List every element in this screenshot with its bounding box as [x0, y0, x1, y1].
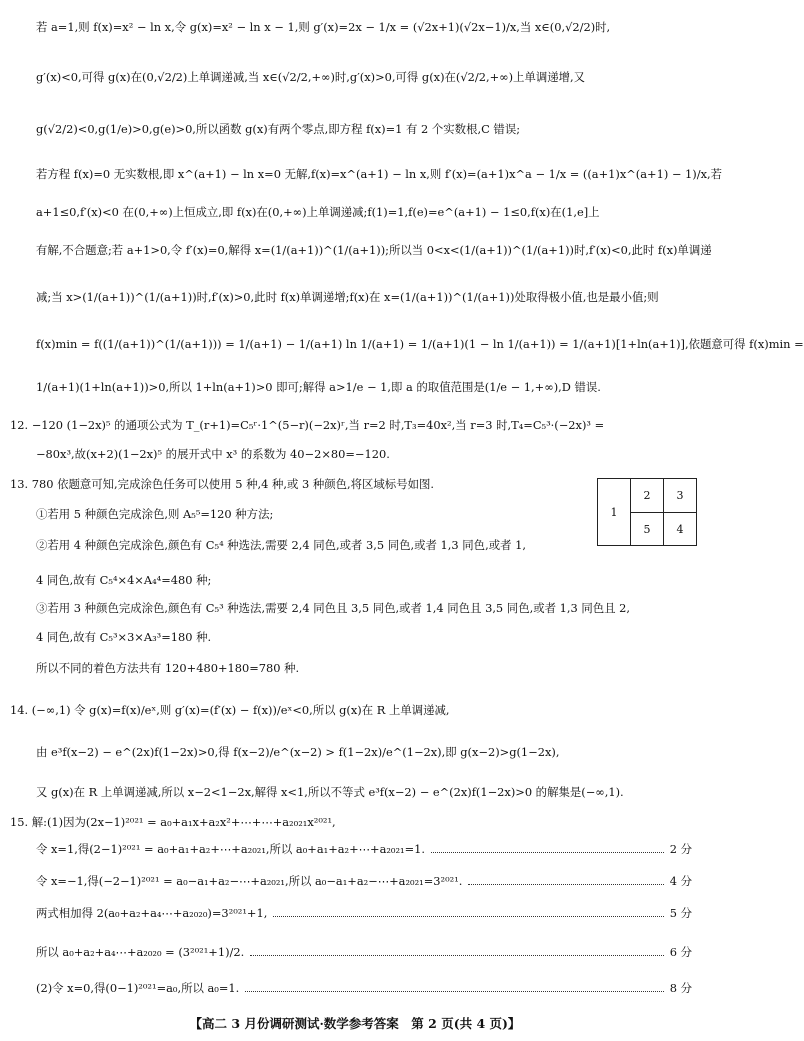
region-4: 4 — [676, 522, 684, 536]
dotted-leader — [250, 955, 663, 956]
answer-13-line: 13. 780 依题意可知,完成涂色任务可以使用 5 种,4 种,或 3 种颜色,将区域标号如图. — [10, 477, 434, 491]
answer-12-line: 12. −120 (1−2x)⁵ 的通项公式为 T_(r+1)=C₅ʳ·1^(5−r)(−2x)ʳ,当 r=2 时,T₃=40x²,当 r=3 时,T₄=C₅³·(−2x)³ = — [10, 418, 605, 432]
score-points: 6 分 — [669, 945, 692, 959]
text-line: ②若用 4 种颜色完成涂色,颜色有 C₅⁴ 种选法,需要 2,4 同色,或者 3,5 同色,或者 1,3 同色,或者 1, — [36, 538, 526, 552]
text-line: 4 同色,故有 C₅⁴×4×A₄⁴=480 种; — [36, 573, 212, 587]
dotted-leader — [245, 991, 663, 992]
score-line — [36, 944, 692, 960]
score-text: 所以 a₀+a₂+a₄⋯+a₂₀₂₀ = (3²⁰²¹+1)/2. — [36, 945, 245, 959]
text-line: 4 同色,故有 C₅³×3×A₃³=180 种. — [36, 630, 212, 644]
text-line: ①若用 5 种颜色完成涂色,则 A₅⁵=120 种方法; — [36, 507, 274, 521]
dotted-leader — [431, 852, 664, 853]
score-line — [36, 841, 692, 857]
score-points: 5 分 — [669, 906, 692, 920]
page-footer: 【高二 3 月份调研测试·数学参考答案 第 2 页(共 4 页)】 — [189, 1016, 521, 1031]
score-text: 两式相加得 2(a₀+a₂+a₄⋯+a₂₀₂₀)=3²⁰²¹+1, — [36, 906, 268, 920]
dotted-leader — [273, 916, 663, 917]
text-line: 减;当 x>(1/(a+1))^(1/(a+1))时,f′(x)>0,此时 f(x)单调递增;f(x)在 x=(1/(a+1))^(1/(a+1))处取得极小值,也是最小值;则 — [36, 290, 659, 304]
text-line: g(√2/2)<0,g(1/e)>0,g(e)>0,所以函数 g(x)有两个零点,即方程 f(x)=1 有 2 个实数根,C 错误; — [36, 122, 521, 136]
text-line: 有解,不合题意;若 a+1>0,令 f′(x)=0,解得 x=(1/(a+1))^(1/(a+1));所以当 0<x<(1/(a+1))^(1/(a+1))时,f′(x)<0,此时 f(x)单调递 — [36, 243, 712, 257]
text-line: 由 e³f(x−2) − e^(2x)f(1−2x)>0,得 f(x−2)/e^(x−2) > f(1−2x)/e^(1−2x),即 g(x−2)>g(1−2x), — [36, 745, 560, 759]
text-line: 若 a=1,则 f(x)=x² − ln x,令 g(x)=x² − ln x − 1,则 g′(x)=2x − 1/x = (√2x+1)(√2x−1)/x,当 x∈(0,√2/2)时, — [36, 20, 611, 34]
region-2: 2 — [631, 479, 664, 513]
score-text: 令 x=−1,得(−2−1)²⁰²¹ = a₀−a₁+a₂−⋯+a₂₀₂₁,所以 a₀−a₁+a₂−⋯+a₂₀₂₁=3²⁰²¹. — [36, 874, 463, 888]
dotted-leader — [468, 884, 663, 885]
answer-15-line: 15. 解:(1)因为(2x−1)²⁰²¹ = a₀+a₁x+a₂x²+⋯+⋯+a₂₀₂₁x²⁰²¹, — [10, 815, 336, 829]
region-diagram — [597, 478, 697, 546]
text-line: 又 g(x)在 R 上单调递减,所以 x−2<1−2x,解得 x<1,所以不等式 e³f(x−2) − e^(2x)f(1−2x)>0 的解集是(−∞,1). — [36, 785, 624, 799]
text-line: a+1≤0,f′(x)<0 在(0,+∞)上恒成立,即 f(x)在(0,+∞)上单调递减;f(1)=1,f(e)=e^(a+1) − 1≤0,f(x)在(1,e]上 — [36, 205, 600, 219]
text-line: ③若用 3 种颜色完成涂色,颜色有 C₅³ 种选法,需要 2,4 同色且 3,5 同色,或者 1,4 同色且 3,5 同色,或者 1,3 同色且 2, — [36, 601, 631, 615]
score-points: 4 分 — [669, 874, 692, 888]
text-line: −80x³,故(x+2)(1−2x)⁵ 的展开式中 x³ 的系数为 40−2×80=−120. — [36, 447, 390, 461]
text-line: 若方程 f(x)=0 无实数根,即 x^(a+1) − ln x=0 无解,f(x)=x^(a+1) − ln x,则 f′(x)=(a+1)x^a − 1/x = ((a+1)x^(a+1) − 1)/x,若 — [36, 167, 723, 181]
text-line: 所以不同的着色方法共有 120+480+180=780 种. — [36, 661, 300, 675]
score-text: 令 x=1,得(2−1)²⁰²¹ = a₀+a₁+a₂+⋯+a₂₀₂₁,所以 a₀+a₁+a₂+⋯+a₂₀₂₁=1. — [36, 842, 426, 856]
score-text: (2)令 x=0,得(0−1)²⁰²¹=a₀,所以 a₀=1. — [36, 981, 240, 995]
region-1: 1 — [598, 479, 631, 545]
score-line — [36, 905, 692, 921]
score-line — [36, 980, 692, 996]
score-points: 2 分 — [669, 842, 692, 856]
text-line: g′(x)<0,可得 g(x)在(0,√2/2)上单调递减,当 x∈(√2/2,+∞)时,g′(x)>0,可得 g(x)在(√2/2,+∞)上单调递增,又 — [36, 70, 586, 84]
score-line — [36, 873, 692, 889]
region-3: 3 — [664, 479, 696, 513]
region-5: 5 — [631, 513, 664, 545]
text-line: f(x)min = f((1/(a+1))^(1/(a+1))) = 1/(a+1) − 1/(a+1) ln 1/(a+1) = 1/(a+1)(1 − ln 1/(a+1)) = 1/(a+1)[1+ln(a+1)],依题意可得 f(x)min = — [36, 337, 804, 351]
answer-14-line: 14. (−∞,1) 令 g(x)=f(x)/eˣ,则 g′(x)=(f′(x) − f(x))/eˣ<0,所以 g(x)在 R 上单调递减, — [10, 703, 450, 717]
text-line: 1/(a+1)(1+ln(a+1))>0,所以 1+ln(a+1)>0 即可;解得 a>1/e − 1,即 a 的取值范围是(1/e − 1,+∞),D 错误. — [36, 380, 601, 394]
score-points: 8 分 — [669, 981, 692, 995]
